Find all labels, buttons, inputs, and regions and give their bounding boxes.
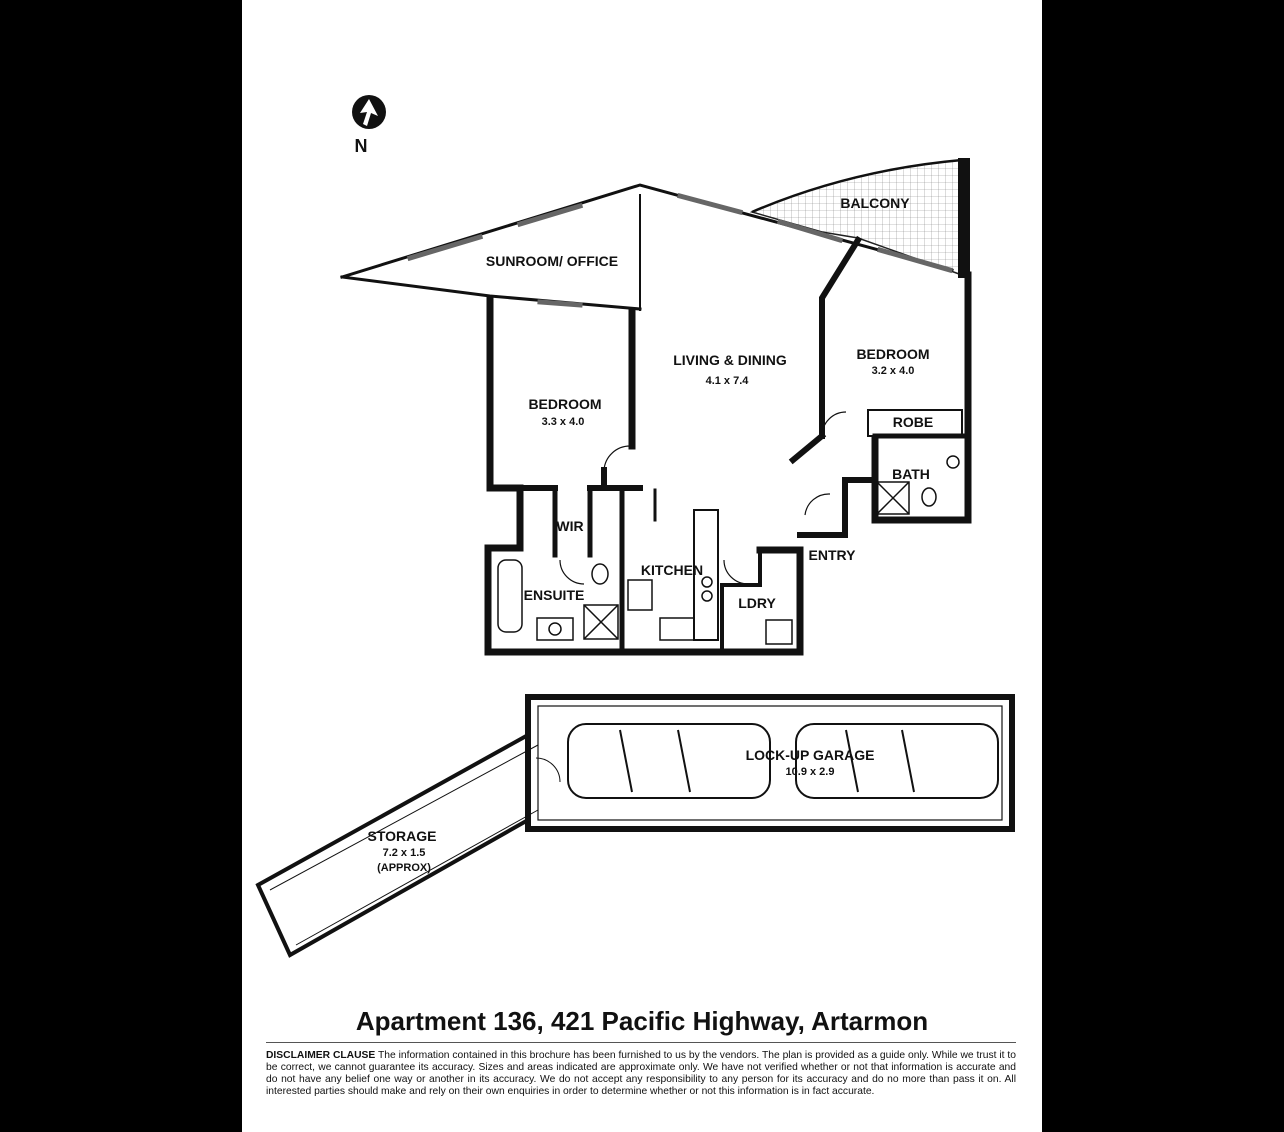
kitchen-sink-icon (660, 618, 694, 640)
fixtures (498, 456, 959, 644)
room-storage: STORAGE (367, 828, 437, 844)
bath-basin-icon (947, 456, 959, 468)
room-bedroom-east: BEDROOM (856, 346, 930, 362)
apartment-walls (342, 185, 968, 652)
room-garage-size: 10.9 x 2.9 (785, 766, 835, 778)
laundry-tub-icon (766, 620, 792, 644)
room-bedroom-west: BEDROOM (528, 396, 602, 412)
room-balcony: BALCONY (840, 195, 910, 211)
balcony-area (752, 158, 970, 278)
room-bath: BATH (892, 466, 930, 482)
kitchen-appliance-icon (628, 580, 652, 610)
room-living-dining-size: 4.1 x 7.4 (705, 375, 749, 387)
room-storage-size: 7.2 x 1.5 (382, 847, 426, 859)
room-storage-note: (APPROX) (377, 862, 431, 874)
room-robe: ROBE (892, 414, 934, 430)
room-laundry: LDRY (738, 595, 776, 611)
garage-walls (258, 697, 1012, 955)
room-kitchen: KITCHEN (640, 562, 704, 578)
footer-divider (266, 1042, 1016, 1043)
disclaimer-heading: DISCLAIMER CLAUSE (266, 1050, 376, 1061)
room-bedroom-west-size: 3.3 x 4.0 (541, 416, 585, 428)
bath-toilet-icon (922, 488, 936, 506)
disclaimer-text: The information contained in this brochure has been furnished to us by the vendors. The plan is provided as a guide only. While we trust it to be correct, we cannot guarantee its accuracy. Sizes and areas indicated are approximate only. We have not verified whether or not that information is accurate and do not have any belief one way or another in its accuracy. We do not accept any responsibility to any person for its accuracy and do no more than pass it on. All interested parties should make and rely on their own enquiries in order to determine whether or not this information is in fact accurate. (266, 1050, 1016, 1097)
bathtub-icon (498, 560, 522, 632)
room-living-dining: LIVING & DINING (673, 352, 787, 368)
room-wir: WIR (556, 518, 584, 534)
room-entry: ENTRY (808, 547, 856, 563)
north-arrow-icon (352, 95, 386, 129)
room-garage: LOCK-UP GARAGE (745, 747, 875, 763)
room-sunroom: SUNROOM/ OFFICE (485, 253, 619, 269)
room-ensuite: ENSUITE (523, 587, 585, 603)
ensuite-vanity-icon (537, 618, 573, 640)
room-bedroom-east-size: 3.2 x 4.0 (871, 365, 915, 377)
ensuite-toilet-icon (592, 564, 608, 584)
cooktop-icon (702, 577, 712, 587)
property-address-title: Apartment 136, 421 Pacific Highway, Artarmon (355, 1006, 929, 1036)
compass-label: N (354, 136, 368, 156)
disclaimer-block (266, 1050, 1016, 1098)
